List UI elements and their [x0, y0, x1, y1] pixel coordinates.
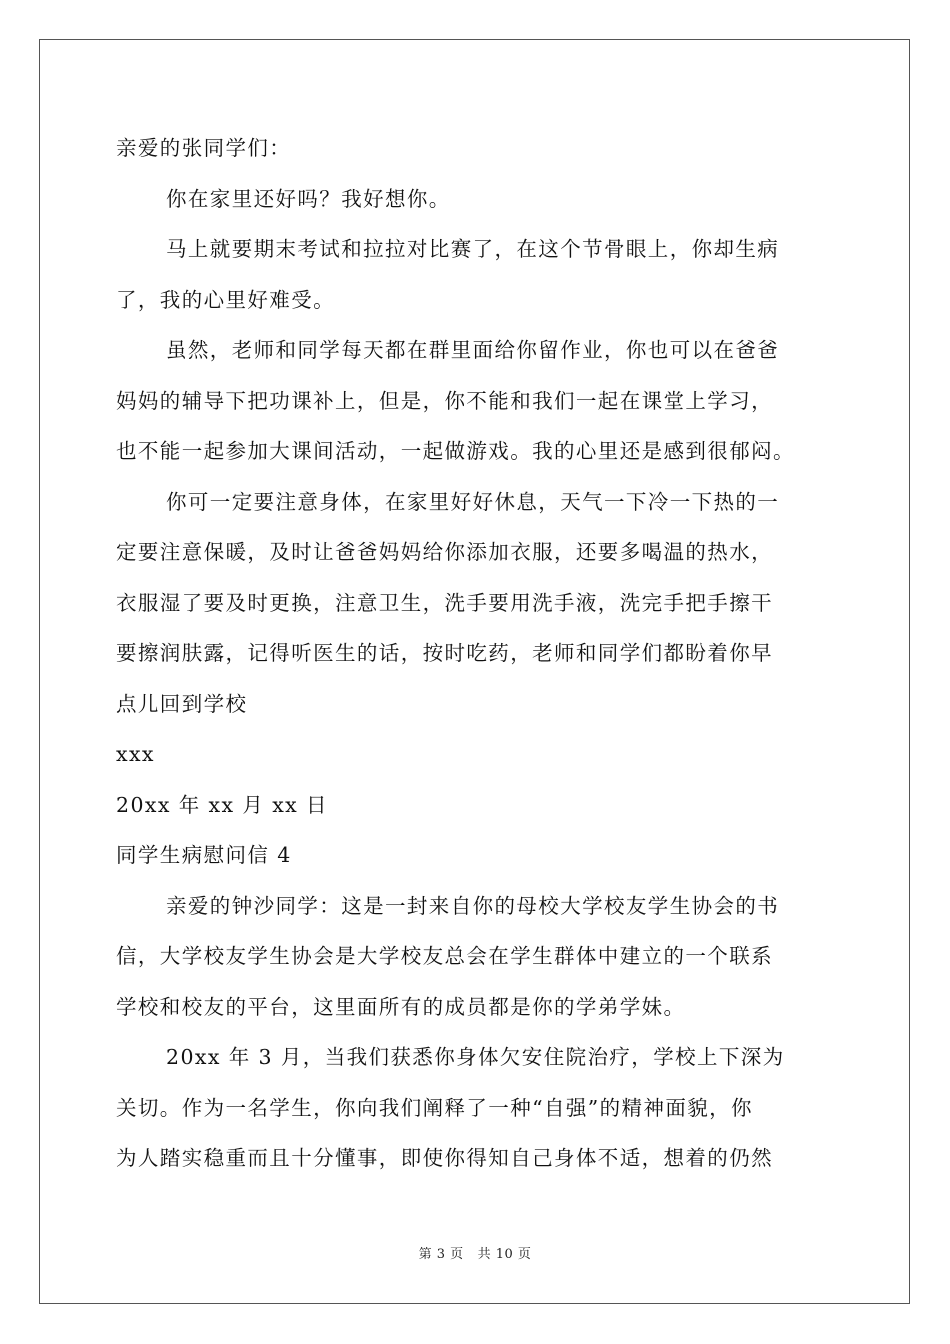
- text-line: 你在家里还好吗？我好想你。: [166, 186, 451, 211]
- text-line: 学校和校友的平台，这里面所有的成员都是你的学弟学妹。: [116, 994, 686, 1019]
- text-line: 定要注意保暖，及时让爸爸妈妈给你添加衣服，还要多喝温的热水，: [116, 540, 773, 564]
- signature: xxx: [116, 742, 155, 766]
- text-line: 马上就要期末考试和拉拉对比赛了，在这个节骨眼上，你却生病: [166, 237, 780, 261]
- text-line: 亲爱的钟沙同学：这是一封来自你的母校大学校友学生协会的书: [166, 893, 780, 918]
- text-line: 要擦润肤露，记得听医生的话，按时吃药，老师和同学们都盼着你早: [116, 641, 773, 665]
- text-line: 妈妈的辅导下把功课补上，但是，你不能和我们一起在课堂上学习，: [116, 388, 773, 413]
- text-line: 虽然，老师和同学每天都在群里面给你留作业，你也可以在爸爸: [166, 338, 780, 362]
- text-line: 了，我的心里好难受。: [116, 287, 335, 312]
- text-line: 也不能一起参加大课间活动，一起做游戏。我的心里还是感到很郁闷。: [116, 439, 795, 463]
- text-line: 关切。作为一名学生，你向我们阐释了一种“自强”的精神面貌，你: [116, 1095, 753, 1120]
- letter-body: [116, 128, 836, 1189]
- text-line: 衣服湿了要及时更换，注意卫生，洗手要用洗手液，洗完手把手擦干: [116, 590, 773, 615]
- page-number: 第 3 页: [418, 1247, 464, 1262]
- page-footer: [0, 1243, 950, 1262]
- text-line: 20xx 年 3 月，当我们获悉你身体欠安住院治疗，学校上下深为: [166, 1045, 785, 1069]
- page-total: 共 10 页: [477, 1247, 532, 1262]
- text-line: 亲爱的张同学们：: [116, 136, 292, 160]
- date-line: 20xx 年 xx 月 xx 日: [116, 792, 328, 817]
- text-line: 你可一定要注意身体，在家里好好休息，天气一下冷一下热的一: [166, 489, 780, 514]
- section-title: 同学生病慰问信 4: [116, 843, 292, 867]
- text-line: 点儿回到学校: [116, 691, 248, 716]
- text-line: 信，大学校友学生协会是大学校友总会在学生群体中建立的一个联系: [116, 944, 773, 968]
- text-line: 为人踏实稳重而且十分懂事，即使你得知自己身体不适，想着的仍然: [116, 1146, 773, 1170]
